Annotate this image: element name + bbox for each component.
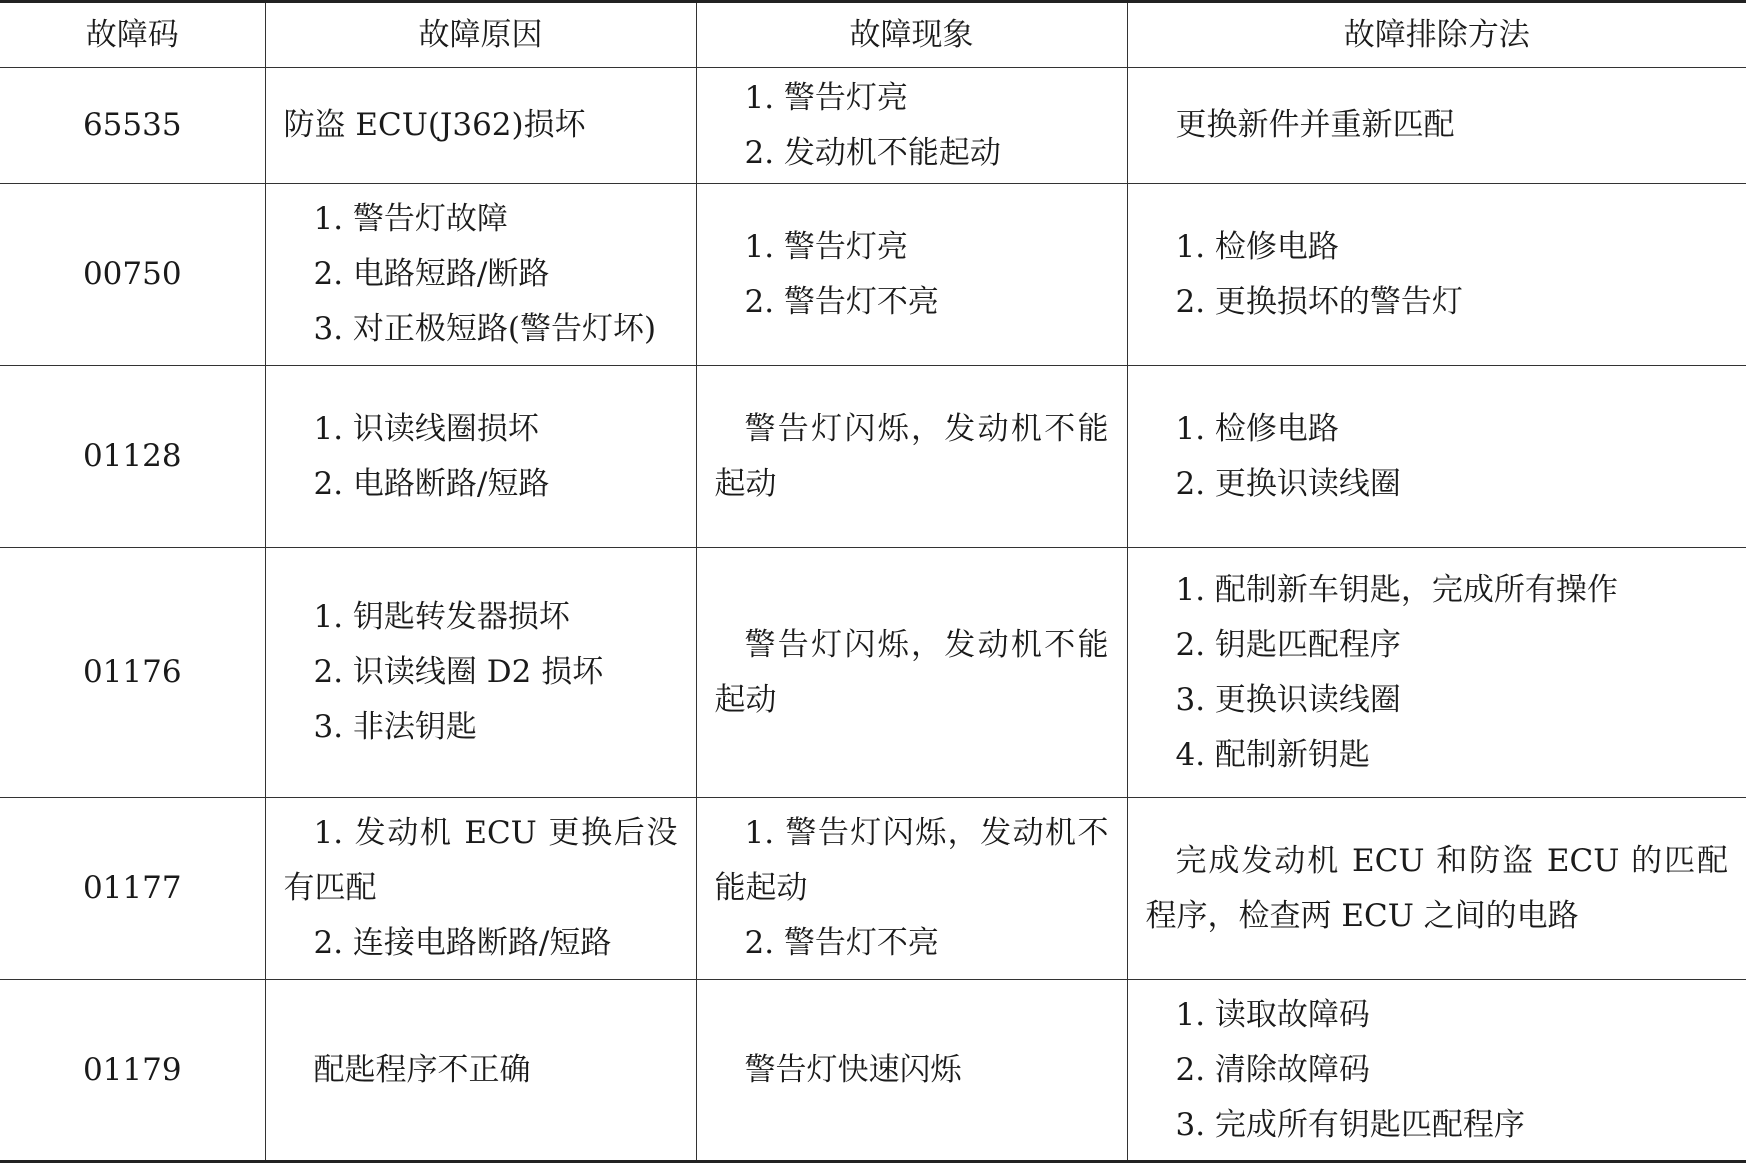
remedy-paragraph: 完成发动机 ECU 和防盗 ECU 的匹配程序，检查两 ECU 之间的电路 [1145,842,1728,934]
table-row [0,980,1746,1162]
symptom-line: 1. 警告灯亮 [744,228,908,265]
symptom-paragraph: 警告灯闪烁，发动机不能起动 [714,626,1109,718]
remedy-line: 1. 检修电路 [1175,228,1339,265]
fault-remedy-cell [1127,366,1746,548]
fault-symptom-cell [696,366,1127,548]
symptom-line: 警告灯快速闪烁 [744,1051,962,1088]
cause-line: 3. 非法钥匙 [313,709,477,745]
fault-cause-cell [265,68,696,184]
header-fault-code: 故障码 [0,2,265,68]
header-row [0,2,1746,68]
fault-symptom-cell [696,798,1127,980]
fault-remedy-cell [1127,68,1746,184]
symptom-paragraph: 警告灯闪烁，发动机不能起动 [714,410,1109,502]
remedy-line: 1. 检修电路 [1175,410,1339,447]
symptom-paragraph: 1. 警告灯闪烁，发动机不能起动 [714,815,1109,906]
cause-line: 配匙程序不正确 [313,1051,531,1088]
cause-line: 防盗 ECU(J362)损坏 [283,107,586,143]
fault-remedy-cell [1127,548,1746,798]
remedy-line: 2. 清除故障码 [1175,1051,1370,1088]
table-row [0,548,1746,798]
fault-symptom-cell [696,184,1127,366]
symptom-line: 2. 发动机不能起动 [744,134,1001,171]
fault-code-cell: 01179 [0,980,265,1162]
fault-cause-cell [265,184,696,366]
symptom-line: 1. 警告灯亮 [744,79,908,116]
table-row [0,68,1746,184]
remedy-line: 1. 读取故障码 [1175,996,1370,1033]
fault-cause-cell [265,366,696,548]
fault-code-cell: 01176 [0,548,265,798]
table-row [0,184,1746,366]
header-fault-remedy: 故障排除方法 [1127,2,1746,68]
fault-symptom-cell [696,980,1127,1162]
table-row [0,798,1746,980]
remedy-line: 4. 配制新钥匙 [1175,736,1370,773]
fault-cause-cell [265,798,696,980]
remedy-line: 更换新件并重新匹配 [1175,107,1455,143]
fault-symptom-cell [696,68,1127,184]
fault-symptom-cell [696,548,1127,798]
remedy-line: 1. 配制新车钥匙，完成所有操作 [1175,571,1618,608]
cause-line: 1. 识读线圈损坏 [313,410,539,447]
cause-line: 2. 电路断路/短路 [313,465,550,502]
cause-line: 3. 对正极短路(警告灯坏) [313,311,657,347]
fault-remedy-cell [1127,798,1746,980]
fault-remedy-cell [1127,184,1746,366]
symptom-line: 2. 警告灯不亮 [744,925,939,961]
cause-line: 2. 连接电路断路/短路 [313,925,612,961]
fault-cause-cell [265,548,696,798]
fault-code-cell: 65535 [0,68,265,184]
remedy-line: 3. 更换识读线圈 [1175,681,1401,718]
fault-code-cell: 01128 [0,366,265,548]
cause-line: 1. 钥匙转发器损坏 [313,599,570,635]
cause-line: 2. 电路短路/断路 [313,256,550,292]
symptom-line: 2. 警告灯不亮 [744,283,939,320]
table-row [0,366,1746,548]
fault-cause-cell [265,980,696,1162]
header-fault-symptom: 故障现象 [696,2,1127,68]
fault-remedy-cell [1127,980,1746,1162]
remedy-line: 3. 完成所有钥匙匹配程序 [1175,1106,1525,1143]
fault-code-cell: 01177 [0,798,265,980]
cause-paragraph: 1. 发动机 ECU 更换后没有匹配 [283,815,678,906]
remedy-line: 2. 钥匙匹配程序 [1175,626,1401,663]
cause-line: 2. 识读线圈 D2 损坏 [313,654,604,690]
remedy-line: 2. 更换识读线圈 [1175,465,1401,502]
header-fault-cause: 故障原因 [265,2,696,68]
cause-line: 1. 警告灯故障 [313,201,508,237]
fault-code-cell: 00750 [0,184,265,366]
remedy-line: 2. 更换损坏的警告灯 [1175,283,1463,320]
